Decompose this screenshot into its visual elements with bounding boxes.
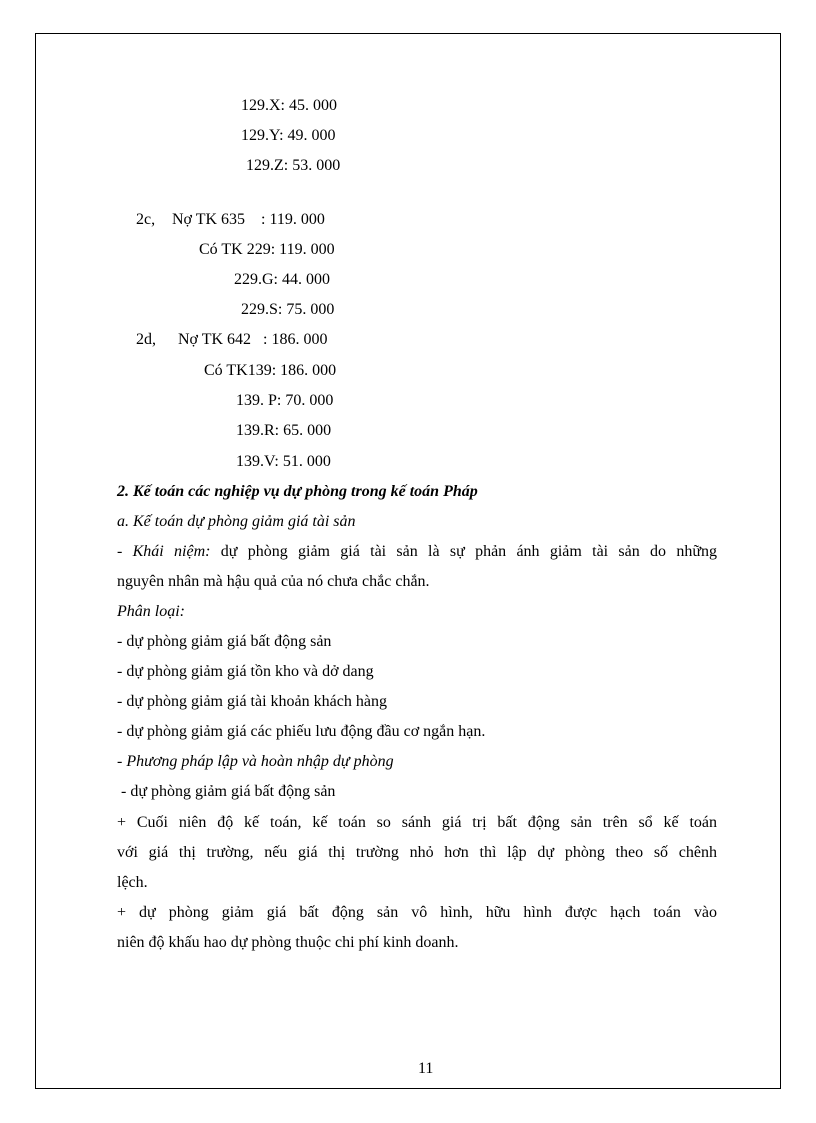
entry-2c-debit: Nợ TK 635 : 119. 000 bbox=[172, 211, 325, 228]
section-heading: 2. Kế toán các nghiệp vụ dự phòng trong kế toán Pháp bbox=[117, 483, 478, 500]
entry-129x: 129.X: 45. 000 bbox=[241, 97, 337, 114]
entry-2c-credit: Có TK 229: 119. 000 bbox=[199, 241, 335, 258]
entry-139p: 139. P: 70. 000 bbox=[236, 392, 334, 409]
definition-term: - Khái niệm: bbox=[117, 543, 211, 560]
classification-item: - dự phòng giảm giá tồn kho và dở dang bbox=[117, 663, 374, 680]
classification-title: Phân loại: bbox=[117, 603, 185, 620]
method-title: - Phương pháp lập và hoàn nhập dự phòng bbox=[117, 753, 394, 770]
entry-129z: 129.Z: 53. 000 bbox=[246, 157, 341, 174]
entry-229s: 229.S: 75. 000 bbox=[241, 301, 335, 318]
method-para2-line2: niên độ khấu hao dự phòng thuộc chi phí kinh doanh. bbox=[117, 934, 459, 951]
definition-line-1 bbox=[117, 542, 717, 562]
entry-229g: 229.G: 44. 000 bbox=[234, 271, 330, 288]
entry-2d-credit: Có TK139: 186. 000 bbox=[204, 362, 337, 379]
method-para1-line3: lệch. bbox=[117, 874, 148, 891]
classification-item: - dự phòng giảm giá bất động sản bbox=[117, 633, 332, 650]
page-number: 11 bbox=[418, 1060, 434, 1077]
entry-2d-debit: Nợ TK 642 : 186. 000 bbox=[178, 331, 328, 348]
entry-139v: 139.V: 51. 000 bbox=[236, 453, 331, 470]
entry-129y: 129.Y: 49. 000 bbox=[241, 127, 336, 144]
definition-line-2: nguyên nhân mà hậu quả của nó chưa chắc chắn. bbox=[117, 573, 430, 590]
entry-139r: 139.R: 65. 000 bbox=[236, 422, 332, 439]
definition-text-1: dự phòng giảm giá tài sản là sự phản ánh giảm tài sản do những bbox=[210, 543, 718, 560]
method-para1-line2: với giá thị trường, nếu giá thị trường nhỏ hơn thì lập dự phòng theo số chênh bbox=[117, 844, 717, 861]
entry-2c-label: 2c, bbox=[136, 211, 156, 228]
method-item: - dự phòng giảm giá bất động sản bbox=[117, 783, 336, 800]
method-para1-line1: + Cuối niên độ kế toán, kế toán so sánh giá trị bất động sản trên sổ kế toán bbox=[117, 814, 717, 831]
classification-item: - dự phòng giảm giá tài khoản khách hàng bbox=[117, 693, 387, 710]
method-para2-line1: + dự phòng giảm giá bất động sản vô hình, hữu hình được hạch toán vào bbox=[117, 904, 717, 921]
entry-2d-label: 2d, bbox=[136, 331, 156, 348]
classification-item: - dự phòng giảm giá các phiếu lưu động đầu cơ ngắn hạn. bbox=[117, 723, 486, 740]
subheading-a: a. Kế toán dự phòng giảm giá tài sản bbox=[117, 513, 356, 530]
